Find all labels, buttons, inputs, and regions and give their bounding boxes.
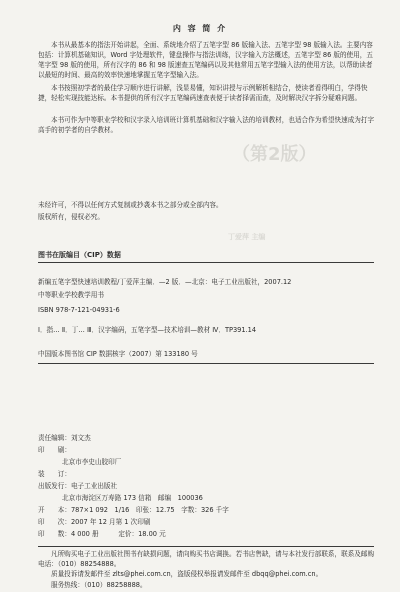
cip-heading: 图书在版编目（CIP）数据 — [38, 251, 121, 259]
colophon-row — [38, 445, 71, 455]
colophon-row — [38, 529, 166, 539]
colophon-row — [38, 517, 150, 527]
cip-line: Ⅰ．指… Ⅱ．丁… Ⅲ．汉字编码，五笔字型—技术培训—教材 Ⅳ．TP391.14 — [38, 326, 257, 334]
notice-line: 服务热线：（010）88258888。 — [51, 581, 147, 589]
notice-line: 凡所购买电子工业出版社图书有缺损问题，请向购买书店调换。若书店售缺，请与本社发行部联系，联系及邮购电话：（010）88254888。 — [38, 550, 375, 568]
cip-line: 新编五笔字型快速培训教程/丁爱萍主编．—2 版．—北京：电子工业出版社，2007.12 — [38, 278, 292, 286]
colophon-row — [38, 481, 117, 491]
colophon-label: 印 次： — [38, 518, 71, 526]
colophon-value: 北京市李史山胶印厂 — [62, 458, 122, 466]
summary-paragraph-3: 本书可作为中等职业学校和汉字录入培训班计算机基础和汉字输入法的培训教材，也适合作为希望快速成为打字高手的初学者的自学教材。 — [38, 116, 375, 134]
copyright-rights: 版权所有，侵权必究。 — [38, 213, 104, 221]
colophon-label: 出版发行： — [38, 482, 71, 490]
colophon-value: 电子工业出版社 — [70, 482, 118, 490]
colophon-value: 787×1 092 1/16 印张：12.75 字数：326 千字 — [70, 506, 229, 514]
summary-paragraph-2: 本书按照初学者的最佳学习顺序进行讲解，浅显易懂，知识讲授与示例解析相结合，使读者看得明白，学得快捷，轻松实现技能达标。本书提供的所有汉字五笔编码速查表便于读者择需而查，及时解决汉字拆分疑难问题。 — [38, 84, 368, 102]
cip-rule-bottom — [38, 363, 374, 364]
colophon-label: 装 订： — [38, 470, 71, 478]
colophon-label: 印 数： — [38, 530, 71, 538]
ghost-edition-text: （第2版） — [232, 144, 317, 165]
colophon-row — [62, 493, 203, 503]
colophon-value: 北京市海淀区万寿路 173 信箱 邮编 100036 — [62, 494, 203, 502]
colophon-row — [38, 469, 71, 479]
colophon-row — [38, 433, 91, 443]
colophon-label: 开 本： — [38, 506, 71, 514]
ghost-author-text: 丁爱萍 主编 — [228, 233, 266, 241]
notice-rule — [38, 546, 374, 547]
cip-rule-top — [38, 262, 374, 263]
cip-line: 中国版本图书馆 CIP 数据核字（2007）第 133180 号 — [38, 350, 198, 358]
summary-paragraph-1: 本书从最基本的指法开始讲起，全面、系统地介绍了五笔字型 86 版输入法、五笔字型 98 版输入法。主要内容包括：计算机基础知识，Word 字处理软件，键盘操作与指法训练，汉字输入方法概述，五笔字型 86 版的使用，五笔字型 98 版的使用，所有汉字的 86 和 98 版速查五笔编码以及其他常用五笔字型输入法的使用方法，以帮助读者以最短的时间、最高的效率快速地掌握五笔字型输入法。 — [38, 41, 373, 79]
cip-line: 中等职业学校教学用书 — [38, 291, 104, 299]
colophon-value: 2007 年 12 月第 1 次印刷 — [70, 518, 151, 526]
colophon-row — [38, 505, 229, 515]
cip-line: ISBN 978-7-121-04931-6 — [38, 306, 120, 314]
colophon-value: 刘文杰 — [70, 434, 91, 442]
colophon-row — [62, 457, 121, 467]
colophon-label: 责任编辑： — [38, 434, 71, 442]
notice-line: 质量投诉请发邮件至 zlts@phei.com.cn，盗版侵权举报请发邮件至 dbqq@phei.com.cn。 — [51, 570, 323, 578]
colophon-value: 4 000 册 定价：18.00 元 — [70, 530, 166, 538]
summary-title: 内 容 简 介 — [172, 24, 228, 33]
copyright-notice: 未经许可，不得以任何方式复制或抄袭本书之部分或全部内容。 — [38, 201, 223, 209]
colophon-label: 印 刷： — [38, 446, 71, 454]
